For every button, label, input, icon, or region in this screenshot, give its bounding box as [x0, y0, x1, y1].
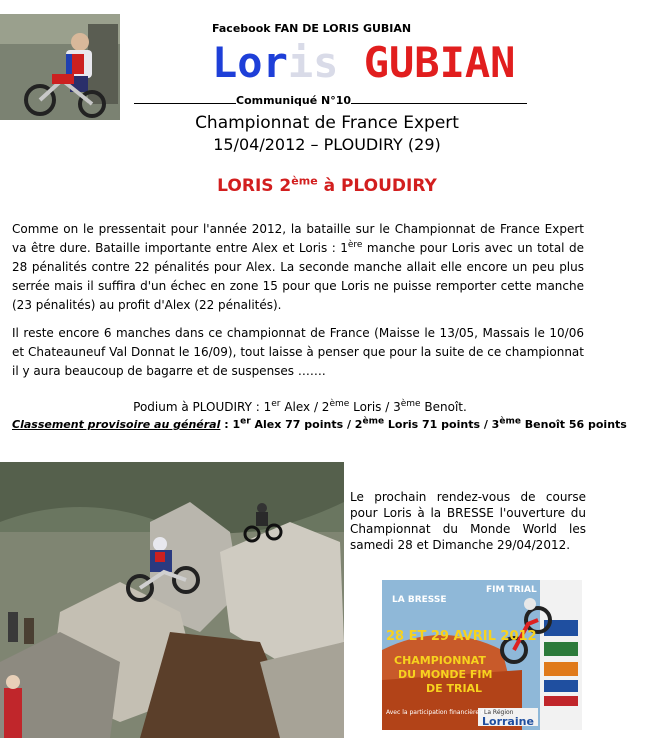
headline-sup: ème [291, 174, 318, 188]
poster-region-pre: La Région [484, 709, 514, 716]
headline-post: à PLOUDIRY [317, 176, 437, 196]
headline [0, 176, 654, 196]
podium-sup3: ème [400, 399, 421, 409]
world-championship-poster [382, 580, 582, 730]
rider-portrait-photo [0, 14, 120, 120]
next-event-text: Le prochain rendez-vous de course pour Loris à la BRESSE l'ouverture du Championnat du Monde World les samedi 28 et Dimanche 29/04/2012. [350, 490, 586, 552]
podium-line [0, 400, 600, 414]
poster-fim: FIM TRIAL [486, 585, 537, 595]
podium-d: Benoît. [420, 400, 467, 414]
poster-region: Lorraine [482, 715, 534, 728]
standings-sup3: ème [499, 416, 521, 427]
rule-right [351, 94, 527, 104]
date-place: 15/04/2012 – PLOUDIRY (29) [213, 135, 441, 154]
podium-sup1: er [271, 399, 281, 409]
page-title [212, 38, 515, 87]
title-part-gubian: GUBIAN [363, 38, 516, 87]
championship-title: Championnat de France Expert [195, 113, 459, 133]
poster-date: 28 ET 29 AVRIL 2012 [386, 629, 537, 644]
poster-place: LA BRESSE [392, 595, 447, 605]
poster-title-3: DE TRIAL [426, 682, 483, 695]
title-part-is: is [287, 38, 339, 87]
paragraph-remaining-rounds: Il reste encore 6 manches dans ce championnat de France (Maisse le 13/05, Massais le 10/06 et Chateauneuf Val Donnat le 16/09), tout laisse à penser que pour la suite de ce championnat il y aura beaucoup de bagarre et de suspenses ……. [12, 326, 584, 378]
podium-a: Podium à PLOUDIRY : 1 [133, 400, 272, 414]
title-part-lor: Lor [212, 38, 288, 87]
standings-sup2: ème [362, 416, 385, 427]
poster-partner: Avec la participation financière de [386, 709, 489, 716]
standings-a: : 1 [220, 418, 241, 431]
standings-b: Alex 77 points / 2 [250, 418, 363, 431]
communique-number: Communiqué N°10 [236, 94, 351, 107]
standings-label: Classement provisoire au général [12, 418, 221, 431]
standings-c: Loris 71 points / 3 [384, 418, 500, 431]
general-standings-line [12, 416, 627, 431]
podium-b: Alex / 2 [280, 400, 330, 414]
standings-d: Benoît 56 points [520, 418, 627, 431]
headline-pre: LORIS 2 [217, 176, 292, 196]
standings-sup1: er [240, 416, 251, 427]
poster-title-2: DU MONDE FIM [398, 668, 493, 681]
facebook-fan-line: Facebook FAN DE LORIS GUBIAN [212, 22, 412, 35]
podium-c: Loris / 3 [349, 400, 401, 414]
communique-line [134, 94, 527, 107]
p1-part-b: manche pour Loris avec un total de 28 pénalités contre 22 pénalités pour Alex. La seconde manche allait elle encore un peu plus serrée mais il suffira d'un échec en zone 15 pour que Loris ne puisse remporter cette manche (23 pénalités) au profit d'Alex (22 pénalités). [12, 241, 584, 312]
paragraph-race-report [12, 220, 584, 315]
p1-sup: ère [347, 240, 363, 250]
rule-left [134, 94, 236, 104]
podium-sup2: ème [329, 399, 350, 409]
race-action-photo [0, 462, 344, 738]
p1-part-a: Comme on le pressentait pour l'année 2012, la bataille sur le Championnat de France Expert va être dure. Bataille importante entre Alex et Loris : 1 [12, 222, 584, 255]
poster-title-1: CHAMPIONNAT [394, 654, 486, 667]
